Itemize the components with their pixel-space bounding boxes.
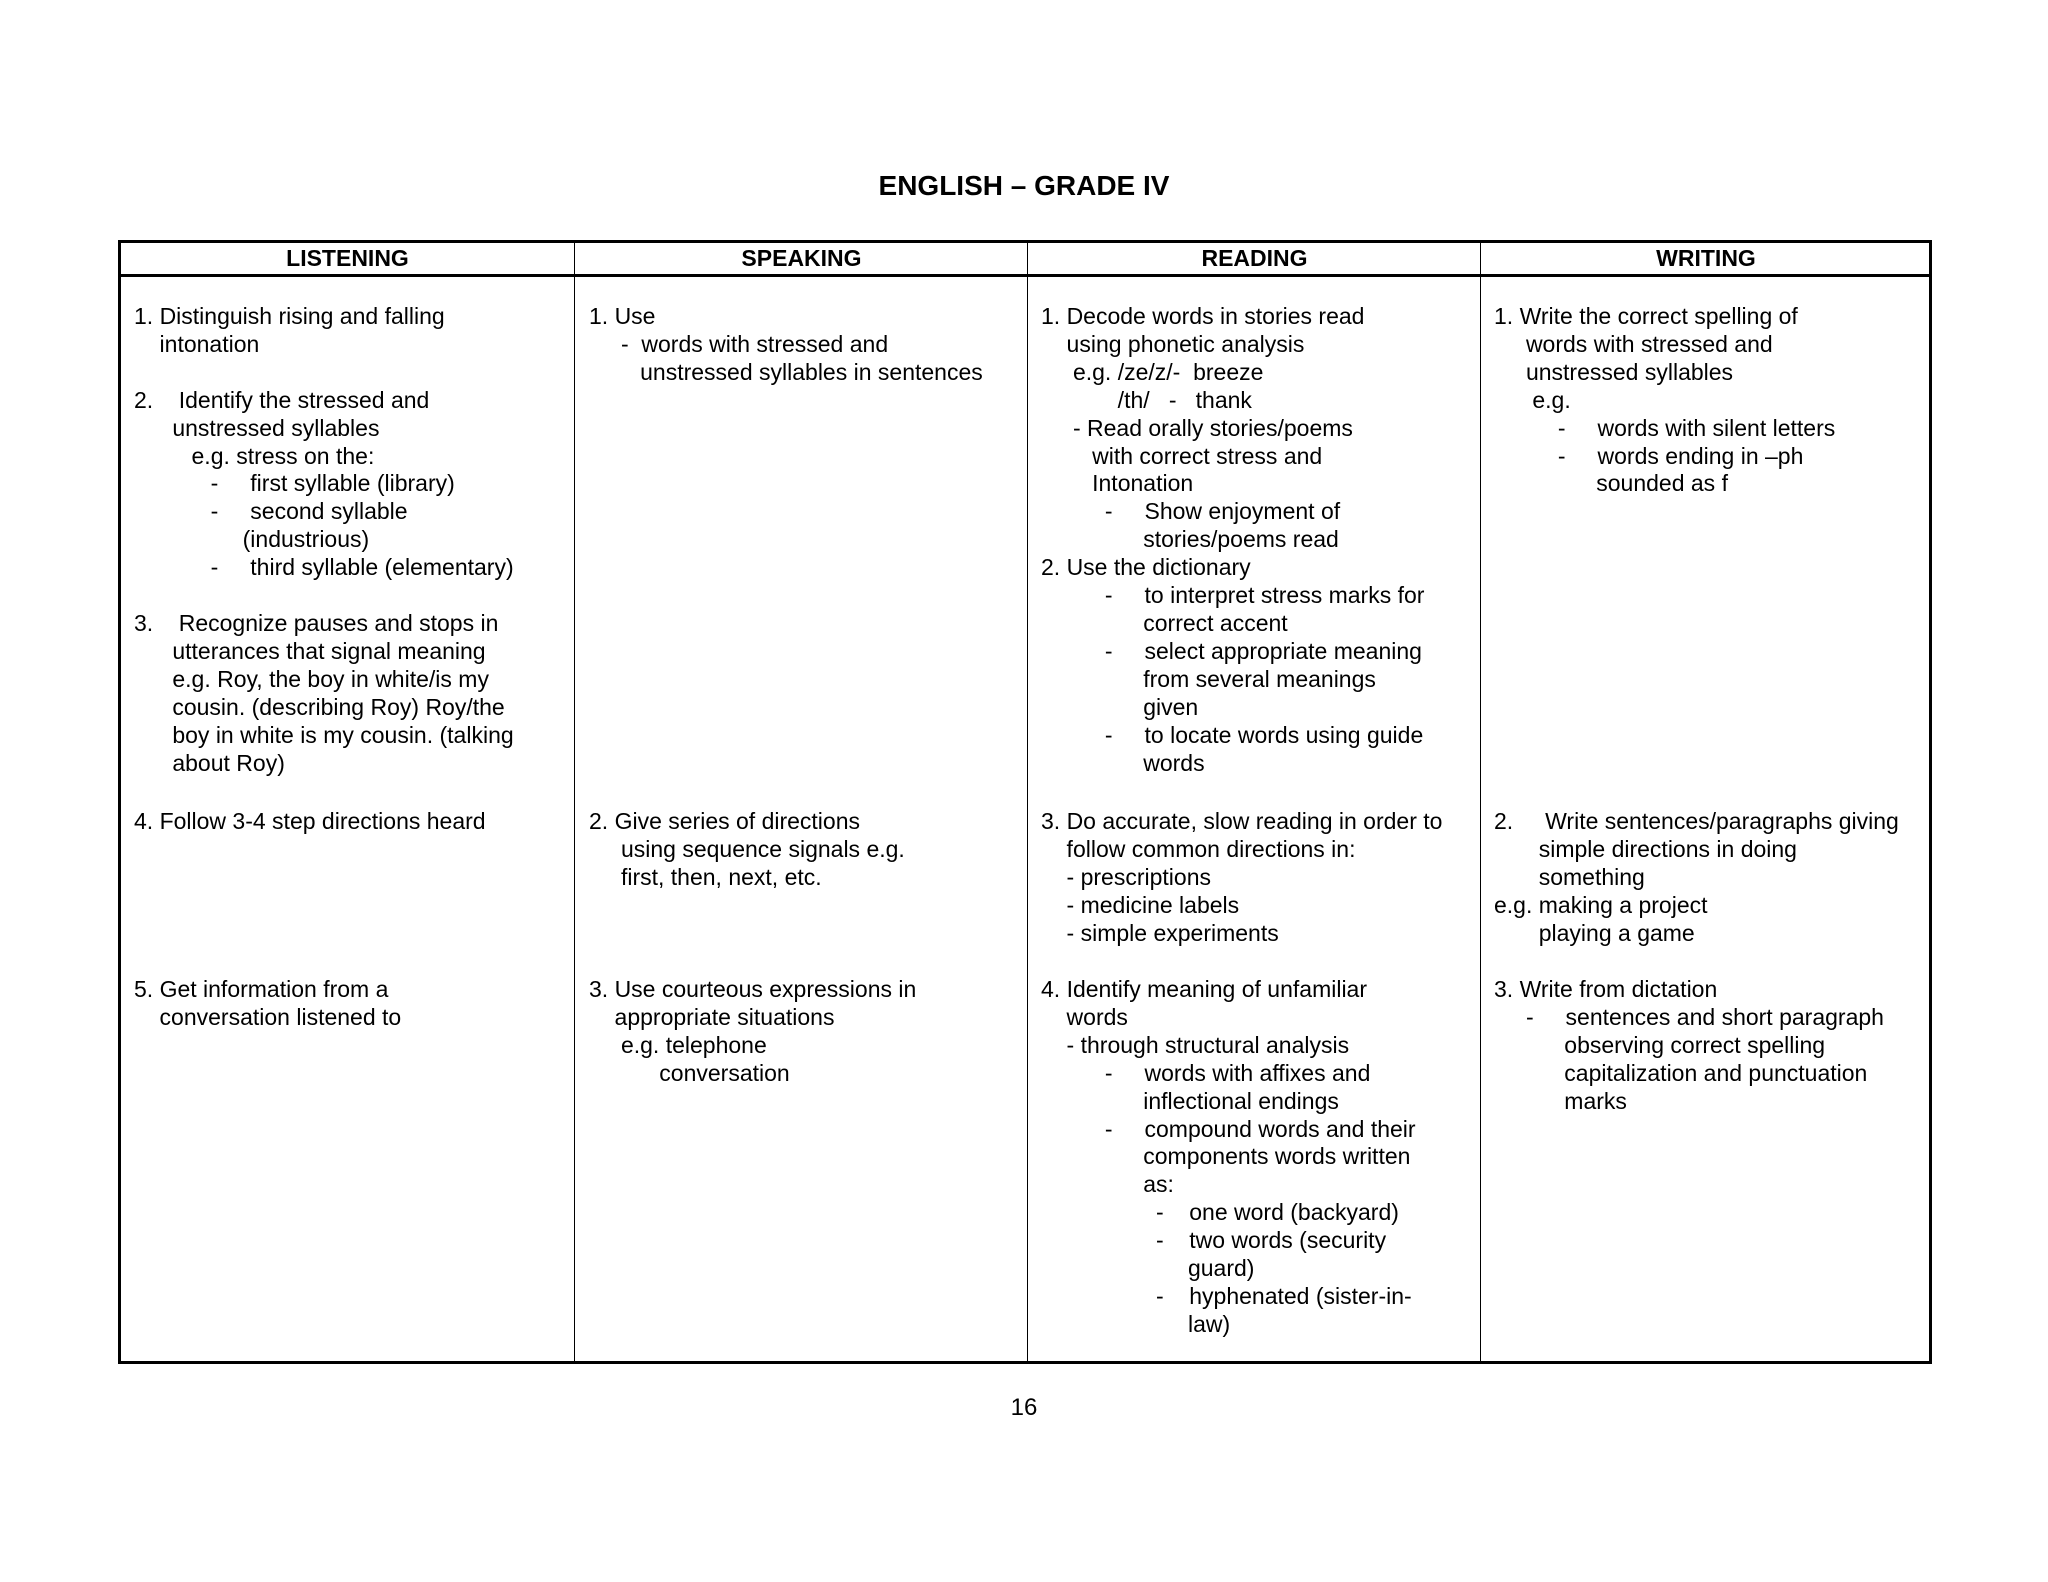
row1-speaking: 1. Use - words with stressed and unstressed syllables in sentences <box>589 303 983 385</box>
row2-reading: 3. Do accurate, slow reading in order to follow common directions in: - prescriptions - medicine labels - simple experiments <box>1041 808 1443 946</box>
row3-listening: 5. Get information from a conversation listened to <box>134 976 402 1030</box>
row2-listening: 4. Follow 3-4 step directions heard <box>134 808 486 834</box>
row3-reading: 4. Identify meaning of unfamiliar words - through structural analysis - words with affixes and inflectional endings - compound words and their components words written as: - one word (backyard) - two words (security guard) - hyphenated (sister-in- law) <box>1041 976 1416 1337</box>
row3-speaking: 3. Use courteous expressions in appropriate situations e.g. telephone conversation <box>589 976 917 1086</box>
row1-listening: 1. Distinguish rising and falling intonation 2. Identify the stressed and unstressed syllables e.g. stress on the: - first syllable (library) - second syllable (industrious) - third syllable (elementary) 3. Recognize pauses and stops in utterances that signal meaning e.g. Roy, the boy in white/is my cousin. (describing Roy) Roy/the boy in white is my cousin. (talking about Roy) <box>134 303 514 776</box>
header-writing: WRITING <box>1656 245 1756 271</box>
curriculum-table <box>118 240 1932 1364</box>
header-speaking: SPEAKING <box>741 245 862 271</box>
row2-speaking: 2. Give series of directions using sequence signals e.g. first, then, next, etc. <box>589 808 905 890</box>
table-header-row <box>121 243 1929 277</box>
header-listening: LISTENING <box>286 245 409 271</box>
row1-reading: 1. Decode words in stories read using phonetic analysis e.g. /ze/z/- breeze /th/ - thank - Read orally stories/poems with correct stress and Intonation - Show enjoyment of stories/poems read 2. Use the dictionary - to interpret stress marks for correct accent - select appropriate meaning from several meanings given - to locate words using guide words <box>1041 303 1425 776</box>
column-divider <box>1027 243 1028 1361</box>
column-divider <box>1480 243 1481 1361</box>
page-number: 16 <box>1010 1394 1038 1421</box>
row1-writing: 1. Write the correct spelling of words with stressed and unstressed syllables e.g. - words with silent letters - words ending in –ph sounded as f <box>1494 303 1836 497</box>
column-divider <box>574 243 575 1361</box>
row2-writing: 2. Write sentences/paragraphs giving simple directions in doing something e.g. making a project playing a game <box>1494 808 1899 946</box>
header-reading: READING <box>1201 245 1308 271</box>
page-title: ENGLISH – GRADE IV <box>878 170 1170 201</box>
row3-writing: 3. Write from dictation - sentences and short paragraph observing correct spelling capitalization and punctuation marks <box>1494 976 1884 1114</box>
